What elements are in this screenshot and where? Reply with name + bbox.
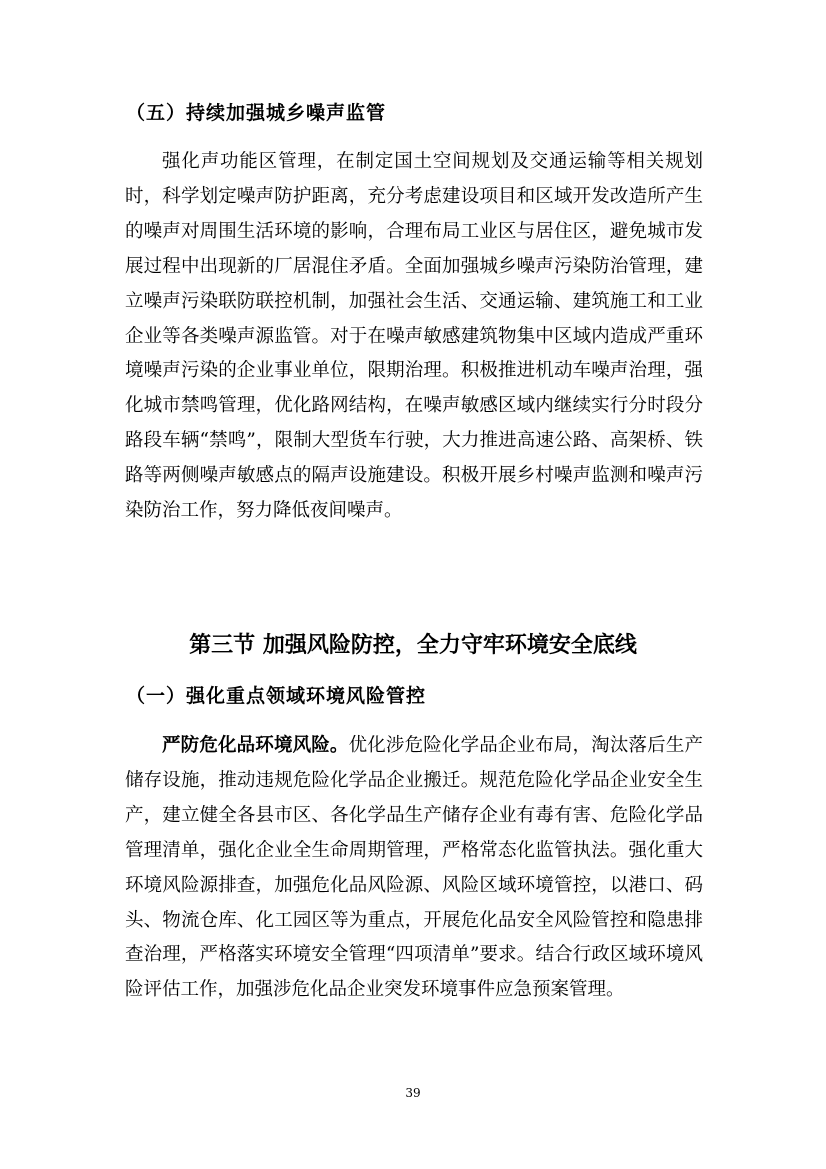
paragraph-lead-text: 严防危化品环境风险。	[162, 735, 349, 756]
section-heading-noise-supervision: （五）持续加强城乡噪声监管	[126, 102, 387, 124]
page-number: 39	[405, 1086, 421, 1100]
paragraph-noise-supervision: 强化声功能区管理，在制定国土空间规划及交通运输等相关规划时，科学划定噪声防护距离，充分考虑建设项目和区域开发改造所产生的噪声对周围生活环境的影响，合理布局工业区与居住区，避免城市发展过程中出现新的厂居混住矛盾。全面加强城乡噪声污染防治管理，建立噪声污染联防联控机制，加强社会生活、交通运输、建筑施工和工业企业等各类噪声源监管。对于在噪声敏感建筑物集中区域内造成严重环境噪声污染的企业事业单位，限期治理。积极推进机动车噪声治理，强化城市禁鸣管理，优化路网结构，在噪声敏感区域内继续实行分时段分路段车辆“禁鸣”，限制大型货车行驶，大力推进高速公路、高架桥、铁路等两侧噪声敏感点的隔声设施建设。积极开展乡村噪声监测和噪声污染防治工作，努力降低夜间噪声。	[125, 151, 703, 522]
chapter-heading-risk-control: 第三节 加强风险防控，全力守牢环境安全底线	[189, 633, 637, 658]
paragraph-hazardous-chemicals	[125, 729, 703, 1008]
paragraph-body-text: 优化涉危险化学品企业布局，淘汰落后生产储存设施，推动违规危险化学品企业搬迁。规范危险化学品企业安全生产，建立健全各县市区、各化学品生产储存企业有毒有害、危险化学品管理清单，强化企业全生命周期管理，严格常态化监管执法。强化重大环境风险源排查，加强危化品风险源、风险区域环境管控，以港口、码头、物流仓库、化工园区等为重点，开展危化品安全风险管控和隐患排查治理，严格落实环境安全管理“四项清单”要求。结合行政区域环境风险评估工作，加强涉危化品企业突发环境事件应急预案管理。	[125, 735, 703, 1001]
section-heading-key-area-risk: （一）强化重点领域环境风险管控	[126, 685, 427, 707]
